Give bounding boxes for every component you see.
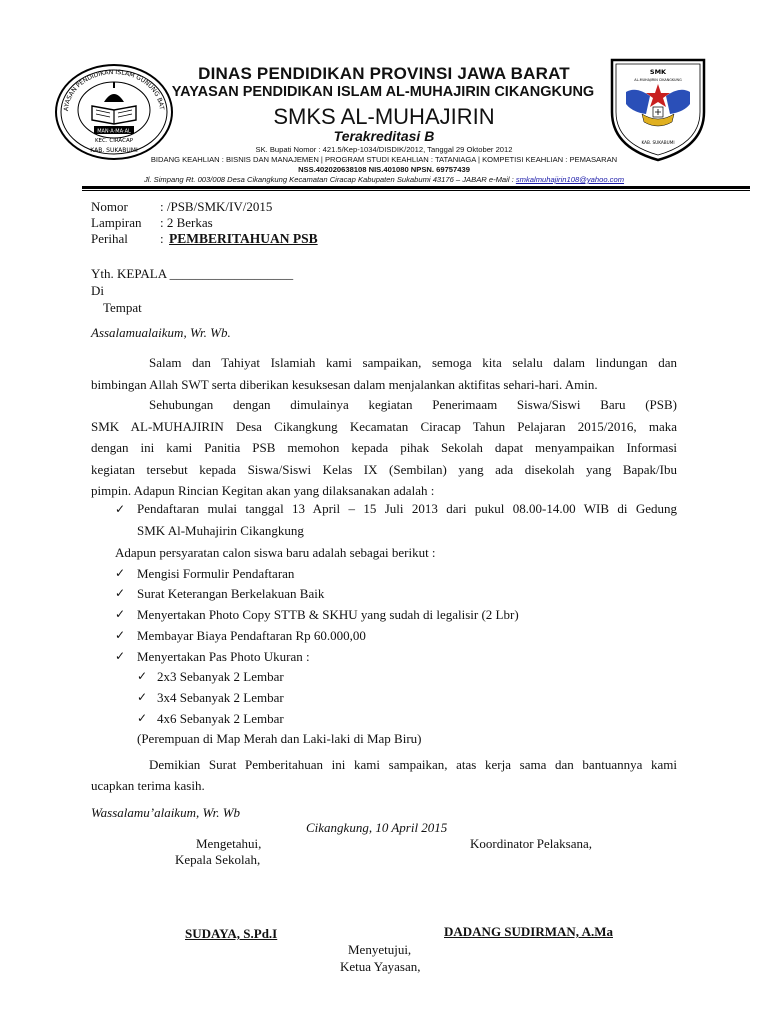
requirement-item: Menyertakan Pas Photo Ukuran :	[137, 649, 310, 664]
para2-line1: Sehubungan dengan dimulainya kegiatan Penerimaam Siswa/Siswi Baru (PSB)	[149, 397, 677, 412]
check-icon: ✓	[115, 566, 126, 580]
para2-line4: kegiatan tersebut kepada Siswa/Siswi Kelas IX (Sembilan) yang ada disekolah yang Bapak/Ibu	[91, 462, 677, 477]
fields-line: BIDANG KEAHLIAN : BISNIS DAN MANAJEMEN | PROGRAM STUDI KEAHLIAN : TATANIAGA | KOMPETISI KEAHLIAN : PEMASARAN	[150, 155, 618, 164]
farewell: Wassalamu’alaikum, Wr. Wb	[91, 805, 241, 820]
check-icon: ✓	[115, 649, 126, 663]
recipient-line: Yth. KEPALA ___________________	[91, 266, 294, 281]
letterhead-divider	[82, 186, 750, 189]
greeting: Assalamualaikum, Wr. Wb.	[91, 325, 231, 340]
left-sign-title2: Kepala Sekolah,	[175, 852, 261, 867]
check-icon: ✓	[115, 607, 126, 621]
requirement-item: Membayar Biaya Pendaftaran Rp 60.000,00	[137, 628, 366, 643]
closing-line1: Demikian Surat Pemberitahuan ini kami sampaikan, atas kerja sama dan bantuannya kami	[149, 757, 677, 772]
nomor-value: : /PSB/SMK/IV/2015	[160, 199, 273, 214]
photo-size-item: 4x6 Sebanyak 2 Lembar	[157, 711, 284, 726]
para1-line1: Salam dan Tahiyat Islamiah kami sampaikan, semoga kita selalu dalam lindungan dan	[149, 355, 677, 370]
letterhead-line1: DINAS PENDIDIKAN PROVINSI JAWA BARAT	[198, 64, 570, 83]
check-icon: ✓	[115, 628, 126, 642]
photo-note: (Perempuan di Map Merah dan Laki-laki di Map Biru)	[137, 731, 422, 746]
para2-line2: SMK AL-MUHAJIRIN Desa Cikangkung Kecamatan Ciracap Tahun Pelajaran 2015/2016, maka	[91, 419, 677, 434]
para2-line3: dengan ini kami Panitia PSB memohon kepada pihak Sekolah dapat menyampaikan Informasi	[91, 440, 677, 455]
perihal-label: Perihal	[91, 231, 128, 246]
right-sign-name: DADANG SUDIRMAN, A.Ma	[444, 924, 613, 939]
perihal-colon: :	[160, 231, 164, 246]
check-icon: ✓	[137, 669, 148, 683]
logo-smk-text: SMK	[649, 68, 667, 76]
closing-line2: ucapkan terima kasih.	[91, 778, 205, 793]
check-icon: ✓	[115, 586, 126, 600]
photo-size-item: 3x4 Sebanyak 2 Lembar	[157, 690, 284, 705]
check-icon: ✓	[137, 690, 148, 704]
right-sign-title: Koordinator Pelaksana,	[470, 836, 593, 851]
schedule-line1: Pendaftaran mulai tanggal 13 April – 15 Juli 2013 dari pukul 08.00-14.00 WIB di Gedung	[137, 501, 677, 516]
place-date: Cikangkung, 10 April 2015	[306, 820, 448, 835]
left-sign-name: SUDAYA, S.Pd.I	[185, 926, 278, 941]
left-sign-title1: Mengetahui,	[196, 836, 262, 851]
letterhead-line2: YAYASAN PENDIDIKAN ISLAM AL-MUHAJIRIN CIKANGKUNG	[171, 84, 595, 100]
address-line	[0, 175, 768, 184]
recipient-tempat: Tempat	[103, 300, 142, 315]
ids-line: NSS.402020638108 NIS.401080 NPSN. 69757439	[298, 165, 470, 174]
decree-line: SK. Bupati Nomor : 421.5/Kep-1034/DISDIK/2012, Tanggal 29 Oktober 2012	[255, 145, 513, 154]
nomor-label: Nomor	[91, 199, 128, 214]
photo-size-item: 2x3 Sebanyak 2 Lembar	[157, 669, 284, 684]
para2-line5: pimpin. Adapun Rincian Kegitan akan yang dilaksanakan adalah :	[91, 483, 435, 498]
requirements-intro: Adapun persyaratan calon siswa baru adalah sebagai berikut :	[115, 545, 436, 560]
requirement-item: Menyertakan Photo Copy STTB & SKHU yang sudah di legalisir (2 Lbr)	[137, 607, 519, 622]
letterhead-divider-thin	[82, 190, 750, 191]
perihal-value: PEMBERITAHUAN PSB	[169, 231, 318, 246]
accreditation: Terakreditasi B	[333, 128, 435, 144]
requirement-item: Mengisi Formulir Pendaftaran	[137, 566, 295, 581]
check-icon: ✓	[137, 711, 148, 725]
address-text: Jl. Simpang Rt. 003/008 Desa Cikangkung Kecamatan Ciracap Kabupaten Sukabumi 43176 – JABAR e-Mail :	[143, 175, 516, 184]
logo-school-text: AL-MUHAJIRIN CIKANGKUNG	[634, 78, 682, 82]
logo-banner-text: MAN·A·MA·AL	[97, 128, 131, 135]
logo-kecamatan-text: KEC. CIRACAP	[94, 138, 134, 144]
logo-kabupaten-text: KAB. SUKABUMI	[90, 147, 138, 154]
email-link[interactable]: smkalmuhajirin108@yahoo.com	[515, 175, 625, 184]
lampiran-label: Lampiran	[91, 215, 142, 230]
lampiran-value: : 2 Berkas	[160, 215, 213, 230]
logo-ring-text: AYASAN PENDIDIKAN ISLAM GUNUNG BAT	[62, 68, 165, 112]
check-icon: ✓	[115, 502, 126, 516]
school-name: SMKS AL-MUHAJIRIN	[273, 104, 495, 129]
bottom-sign-title1: Menyetujui,	[348, 942, 412, 957]
bottom-sign-title2: Ketua Yayasan,	[340, 959, 421, 974]
requirement-item: Surat Keterangan Berkelakuan Baik	[137, 586, 325, 601]
logo-kab-text: KAB. SUKABUMI	[641, 140, 675, 145]
schedule-line2: SMK Al-Muhajirin Cikangkung	[137, 523, 304, 538]
recipient-di: Di	[91, 283, 104, 298]
para1-line2: bimbingan Allah SWT serta diberikan kesuksesan dalam menjalankan aktifitas sehari-hari. Amin.	[91, 377, 598, 392]
